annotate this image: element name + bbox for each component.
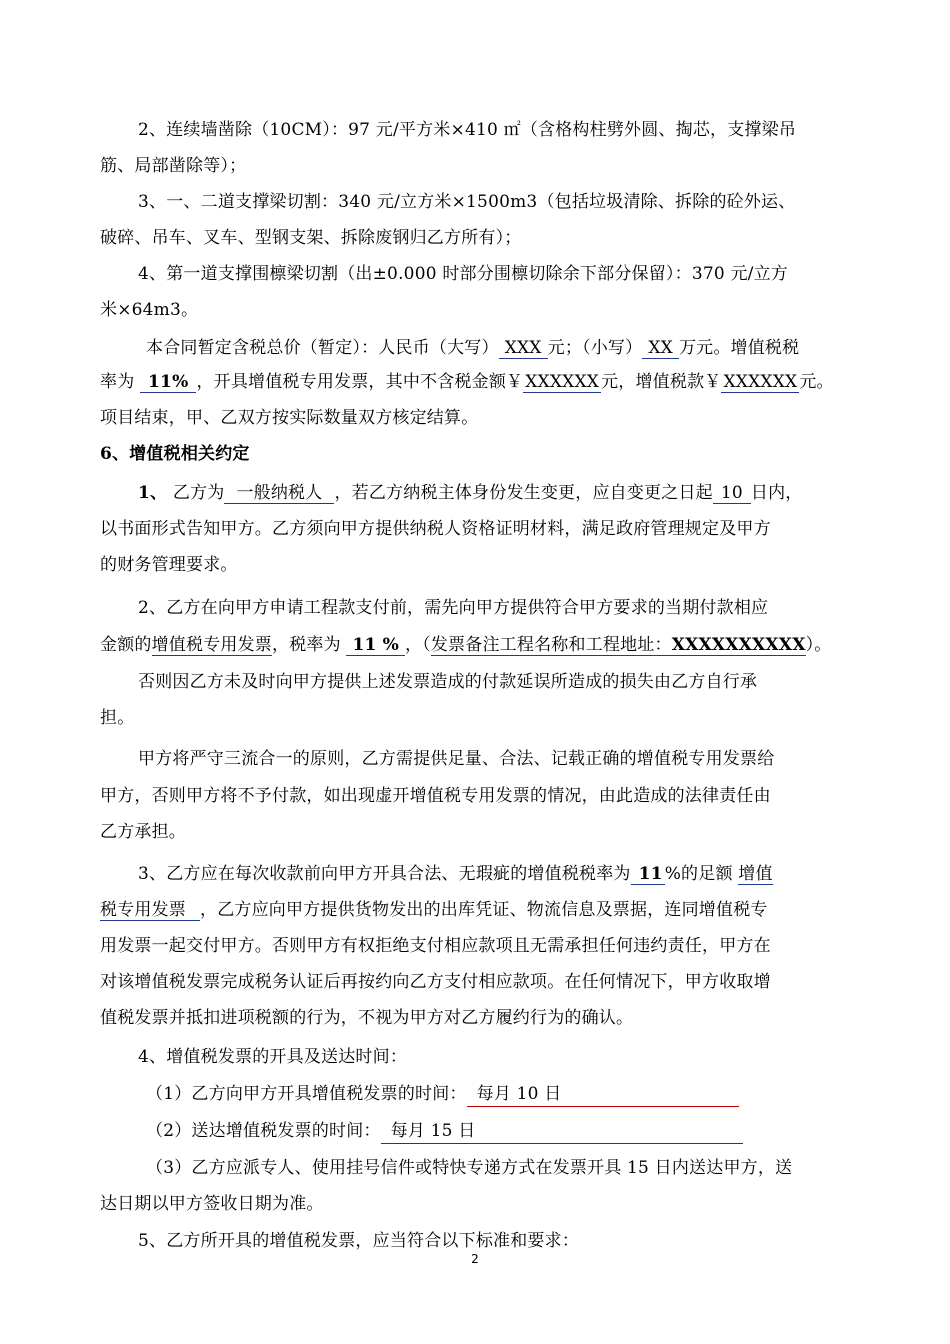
net-amount-field: XXXXXX: [525, 372, 600, 392]
paragraph-line: （2）送达增值税发票的时间： 每月 15 日: [146, 1119, 896, 1144]
paragraph-line: 2、乙方在向甲方申请工程款支付前，需先向甲方提供符合甲方要求的当期付款相应: [138, 598, 769, 618]
paragraph-line: 以书面形式告知甲方。乙方须向甲方提供纳税人资格证明材料，满足政府管理规定及甲方: [100, 519, 771, 539]
paragraph-line: 3、一、二道支撑梁切割：340 元/立方米×1500m3（包括垃圾清除、拆除的砼外运、: [138, 192, 796, 212]
tax-rate-field-2: 11 %: [346, 635, 405, 656]
paragraph-line: 2、连续墙凿除（10CM）：97 元/平方米×410 ㎡（含格构柱劈外圆、掏芯，支撑梁吊: [138, 120, 797, 140]
paragraph-line: 1、 乙方为 一般纳税人 ，若乙方纳税主体身份发生变更，应自变更之日起 10 日内，: [138, 483, 803, 503]
paragraph-line: 甲方，否则甲方将不予付款，如出现虚开增值税专用发票的情况，由此造成的法律责任由: [100, 786, 771, 806]
paragraph-line: 对该增值税发票完成税务认证后再按约向乙方支付相应款项。在任何情况下，甲方收取增: [100, 972, 771, 992]
invoice-type-field-2b: 税专用发票: [100, 900, 200, 921]
paragraph-line: 3、乙方应在每次收款前向甲方开具合法、无瑕疵的增值税税率为 11 %的足额 增值: [138, 864, 773, 884]
amount-upper-field: XXX: [499, 338, 548, 359]
paragraph-line: 达日期以甲方签收日期为准。: [100, 1194, 324, 1214]
invoice-type-field: 增值税专用发票: [151, 635, 273, 655]
paragraph-line: 金额的增值税专用发票，税率为 11 % ，（发票备注工程名称和工程地址：XXXXXXXXXX）。: [100, 635, 832, 655]
invoice-type-field-2a: 增值: [738, 864, 773, 884]
paragraph-line: 用发票一起交付甲方。否则甲方有权拒绝支付相应款项且无需承担任何违约责任，甲方在: [100, 936, 771, 956]
paragraph-line: 5、乙方所开具的增值税发票，应当符合以下标准和要求：: [138, 1231, 580, 1251]
delivery-time-field: 每月 15 日: [381, 1119, 743, 1144]
paragraph-line: （1）乙方向甲方开具增值税发票的时间： 每月 10 日: [146, 1082, 896, 1107]
paragraph-line: 甲方将严守三流合一的原则，乙方需提供足量、合法、记载正确的增值税专用发票给: [138, 749, 775, 769]
paragraph-line: 4、增值税发票的开具及送达时间：: [138, 1047, 408, 1067]
tax-rate-field-3: 11: [631, 864, 665, 885]
taxpayer-type-field: 一般纳税人: [224, 483, 334, 504]
paragraph-line: 破碎、吊车、叉车、型钢支架、拆除废钢归乙方所有）；: [100, 228, 522, 248]
invoice-remark-field: XXXXXXXXXX: [671, 635, 806, 655]
paragraph-line: 筋、局部凿除等）；: [100, 156, 247, 176]
tax-rate-field: 11%: [140, 372, 196, 393]
invoice-remark-label: 发票备注工程名称和工程地址：: [430, 635, 672, 655]
issue-time-field: 每月 10 日: [467, 1082, 739, 1107]
section-heading: 6、增值税相关约定: [100, 444, 250, 464]
paragraph-line: （3）乙方应派专人、使用挂号信件或特快专递方式在发票开具 15 日内送达甲方，送: [146, 1158, 793, 1178]
page-number: 2: [471, 1252, 479, 1266]
paragraph-line: 税专用发票 ，乙方应向甲方提供货物发出的出库凭证、物流信息及票据，连同增值税专: [100, 900, 768, 920]
paragraph-line: 项目结束，甲、乙双方按实际数量双方核定结算。: [100, 408, 479, 428]
paragraph-line: 否则因乙方未及时向甲方提供上述发票造成的付款延误所造成的损失由乙方自行承: [138, 672, 758, 692]
paragraph-line: 的财务管理要求。: [100, 555, 238, 575]
amount-lower-field: XX: [642, 338, 679, 359]
tax-amount-field: XXXXXX: [723, 372, 798, 392]
paragraph-line: 本合同暂定含税总价（暂定）：人民币（大写） XXX 元；（小写） XX 万元。增值税税: [146, 338, 800, 358]
days-field: 10: [713, 483, 751, 504]
paragraph-line: 担。: [100, 708, 135, 728]
paragraph-line: 米×64m3。: [100, 300, 199, 320]
paragraph-line: 乙方承担。: [100, 822, 186, 842]
paragraph-line: 值税发票并抵扣进项税额的行为，不视为甲方对乙方履约行为的确认。: [100, 1008, 634, 1028]
paragraph-line: 率为 11% ，开具增值税专用发票，其中不含税金额￥ XXXXXX 元，增值税款￥ XXXXXX 元。: [100, 372, 834, 392]
paragraph-line: 4、第一道支撑围檩梁切割（出±0.000 时部分围檩切除余下部分保留）：370 元/立方: [138, 264, 789, 284]
